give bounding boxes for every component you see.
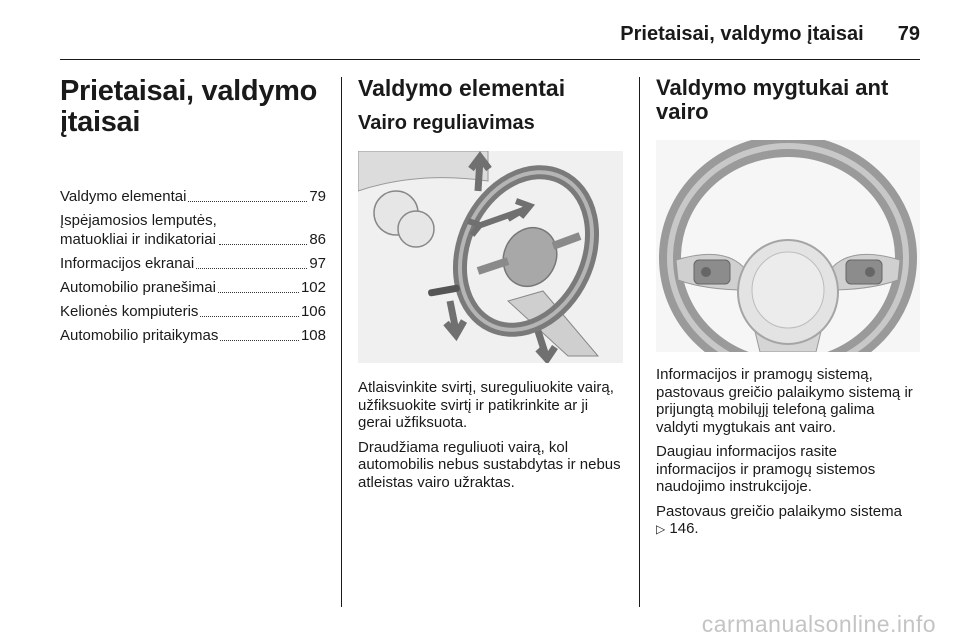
toc-entry-page: 97 [309, 255, 326, 272]
chapter-column [60, 76, 326, 350]
page-reference[interactable]: 146. [669, 520, 699, 537]
steering-adjustment-column [358, 76, 623, 498]
toc-leader [196, 268, 307, 269]
column-divider-2 [639, 77, 640, 607]
toc-leader [218, 292, 299, 293]
paragraph: Draudžiama reguliuoti vairą, kol automobilis nebus sustabdytas ir nebus atleistas vairo užraktas. [358, 438, 621, 491]
toc-entry-page: 79 [309, 188, 326, 205]
toc-entry-label: Valdymo elementai [60, 188, 187, 205]
paragraph [656, 503, 920, 539]
section-heading: Valdymo mygtukai ant vairo [656, 75, 889, 124]
chapter-title: Prietaisai, valdymo įtaisai [60, 75, 318, 138]
toc-entry-label: Kelionės kompiuteris [60, 303, 199, 320]
toc-leader [219, 244, 308, 245]
toc-entry-label: Informacijos ekranai [60, 255, 195, 272]
paragraph: Atlaisvinkite svirtį, sureguliuokite vairą, užfiksuokite svirtį ir patikrinkite ar ji gerai užfiksuota. [358, 379, 614, 431]
toc-entry[interactable] [60, 326, 326, 345]
toc-entry-page: 102 [300, 279, 326, 296]
page-number: 79 [897, 22, 920, 45]
toc-entry[interactable] [60, 211, 326, 249]
toc-entry-page: 108 [300, 327, 326, 344]
watermark: carmanualsonline.info [701, 611, 936, 637]
toc-entry-label: Automobilio pranešimai [60, 279, 216, 296]
toc-entry[interactable] [60, 278, 326, 297]
toc-entry-page: 106 [300, 303, 326, 320]
page-reference-arrow-icon: ▷ [656, 522, 666, 536]
steering-wheel-illustration [656, 140, 920, 352]
toc-entry[interactable] [60, 187, 326, 206]
steering-adjustment-illustration [358, 151, 623, 363]
toc-entry-label: Automobilio pritaikymas [60, 327, 219, 344]
toc-entry[interactable] [60, 302, 326, 321]
column-divider-1 [341, 77, 342, 607]
toc-entry[interactable] [60, 254, 326, 273]
subsection-heading: Vairo reguliavimas [358, 112, 535, 134]
table-of-contents [60, 187, 326, 345]
section-heading: Valdymo elementai [358, 75, 566, 101]
toc-leader [200, 316, 299, 317]
paragraph: Daugiau informacijos rasite informacijos ir pramogų sistemos naudojimo instrukcijoje. [656, 443, 876, 495]
running-title: Prietaisai, valdymo įtaisai [620, 22, 864, 45]
toc-entry-page: 86 [309, 231, 326, 248]
toc-leader [220, 340, 299, 341]
header-rule [60, 59, 920, 60]
steering-controls-column [656, 76, 920, 546]
page-header [60, 18, 920, 50]
paragraph-text: Pastovaus greičio palaikymo sistema [656, 502, 902, 520]
toc-leader [188, 201, 307, 202]
paragraph: Informacijos ir pramogų sistemą, pastovaus greičio palaikymo sistemą ir prijungtą mobilųjį telefoną galima valdyti mygtukais ant vairo. [656, 366, 913, 436]
toc-entry-label: Įspėjamosios lemputės, matuokliai ir indikatoriai [60, 212, 217, 248]
